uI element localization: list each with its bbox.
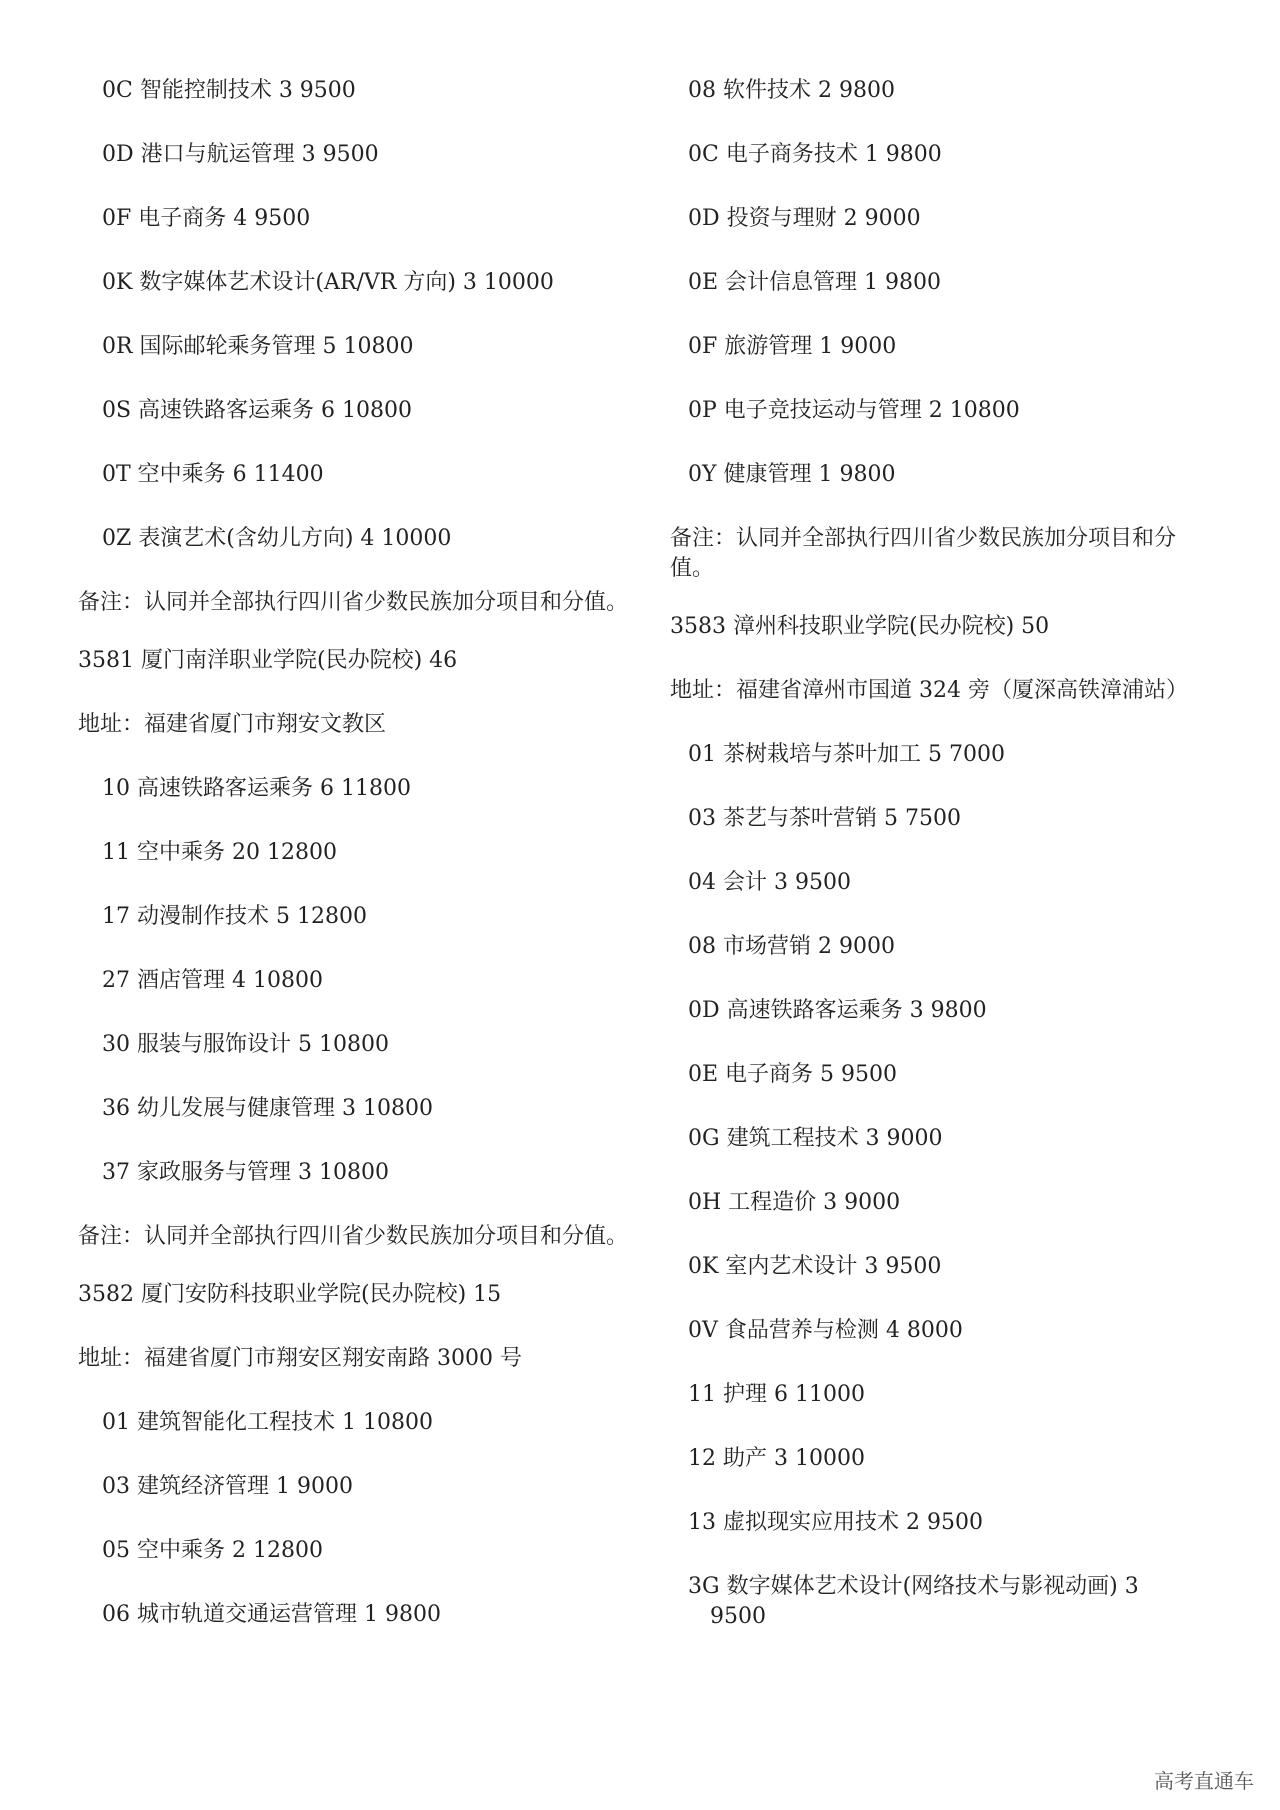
major-entry: 0H 工程造价 3 9000 xyxy=(688,1190,901,1215)
right-column xyxy=(640,76,1240,1666)
school-address: 地址：福建省漳州市国道 324 旁（厦深高铁漳浦站） xyxy=(670,678,1188,703)
major-entry: 03 建筑经济管理 1 9000 xyxy=(102,1474,353,1499)
major-entry: 0S 高速铁路客运乘务 6 10800 xyxy=(102,398,413,423)
major-entry: 11 空中乘务 20 12800 xyxy=(102,840,337,865)
major-entry: 06 城市轨道交通运营管理 1 9800 xyxy=(102,1602,441,1627)
major-entry: 0R 国际邮轮乘务管理 5 10800 xyxy=(102,334,414,359)
major-entry-text: 3G 数字媒体艺术设计(网络技术与影视动画) 3 xyxy=(688,1574,1139,1599)
major-entry: 08 软件技术 2 9800 xyxy=(688,78,895,103)
major-entry: 13 虚拟现实应用技术 2 9500 xyxy=(688,1510,983,1535)
major-entry: 0E 会计信息管理 1 9800 xyxy=(688,270,942,295)
left-column xyxy=(0,76,640,1664)
watermark: 高考直通车 xyxy=(1154,1769,1254,1793)
school-address: 地址：福建省厦门市翔安区翔安南路 3000 号 xyxy=(78,1346,522,1371)
major-entry: 0C 电子商务技术 1 9800 xyxy=(688,142,942,167)
major-entry: 0T 空中乘务 6 11400 xyxy=(102,462,324,487)
major-entry: 03 茶艺与茶叶营销 5 7500 xyxy=(688,806,961,831)
school-heading: 3581 厦门南洋职业学院(民办院校) 46 xyxy=(78,648,458,673)
major-entry: 01 建筑智能化工程技术 1 10800 xyxy=(102,1410,433,1435)
major-entry: 0F 旅游管理 1 9000 xyxy=(688,334,897,359)
major-entry: 05 空中乘务 2 12800 xyxy=(102,1538,323,1563)
major-entry: 11 护理 6 11000 xyxy=(688,1382,865,1407)
major-entry: 27 酒店管理 4 10800 xyxy=(102,968,323,993)
major-entry-tuition: 9500 xyxy=(710,1604,766,1629)
major-entry: 0D 港口与航运管理 3 9500 xyxy=(102,142,379,167)
major-entry: 04 会计 3 9500 xyxy=(688,870,851,895)
school-heading: 3583 漳州科技职业学院(民办院校) 50 xyxy=(670,614,1050,639)
major-entry: 0Y 健康管理 1 9800 xyxy=(688,462,896,487)
major-entry: 30 服装与服饰设计 5 10800 xyxy=(102,1032,389,1057)
major-entry: 17 动漫制作技术 5 12800 xyxy=(102,904,367,929)
note-text: 备注：认同并全部执行四川省少数民族加分项目和分值。 xyxy=(78,1224,629,1249)
major-entry: 0K 室内艺术设计 3 9500 xyxy=(688,1254,942,1279)
major-entry: 0E 电子商务 5 9500 xyxy=(688,1062,898,1087)
note-text: 备注：认同并全部执行四川省少数民族加分项目和分值。 xyxy=(78,590,629,615)
major-entry: 0G 建筑工程技术 3 9000 xyxy=(688,1126,943,1151)
school-address: 地址：福建省厦门市翔安文教区 xyxy=(78,712,387,737)
major-entry: 37 家政服务与管理 3 10800 xyxy=(102,1160,389,1185)
major-entry: 0V 食品营养与检测 4 8000 xyxy=(688,1318,963,1343)
note-text: 备注：认同并全部执行四川省少数民族加分项目和分值。 xyxy=(670,526,1177,581)
major-entry: 0D 投资与理财 2 9000 xyxy=(688,206,921,231)
major-entry: 01 茶树栽培与茶叶加工 5 7000 xyxy=(688,742,1005,767)
major-entry: 0C 智能控制技术 3 9500 xyxy=(102,78,356,103)
major-entry: 0K 数字媒体艺术设计(AR/VR 方向) 3 10000 xyxy=(102,270,554,295)
major-entry: 10 高速铁路客运乘务 6 11800 xyxy=(102,776,411,801)
major-entry: 08 市场营销 2 9000 xyxy=(688,934,895,959)
school-heading: 3582 厦门安防科技职业学院(民办院校) 15 xyxy=(78,1282,502,1307)
major-entry: 0Z 表演艺术(含幼儿方向) 4 10000 xyxy=(102,526,452,551)
major-entry xyxy=(640,1572,1208,1632)
major-entry: 0P 电子竞技运动与管理 2 10800 xyxy=(688,398,1020,423)
major-entry: 0D 高速铁路客运乘务 3 9800 xyxy=(688,998,987,1023)
major-entry: 12 助产 3 10000 xyxy=(688,1446,865,1471)
major-entry: 36 幼儿发展与健康管理 3 10800 xyxy=(102,1096,433,1121)
major-entry: 0F 电子商务 4 9500 xyxy=(102,206,311,231)
